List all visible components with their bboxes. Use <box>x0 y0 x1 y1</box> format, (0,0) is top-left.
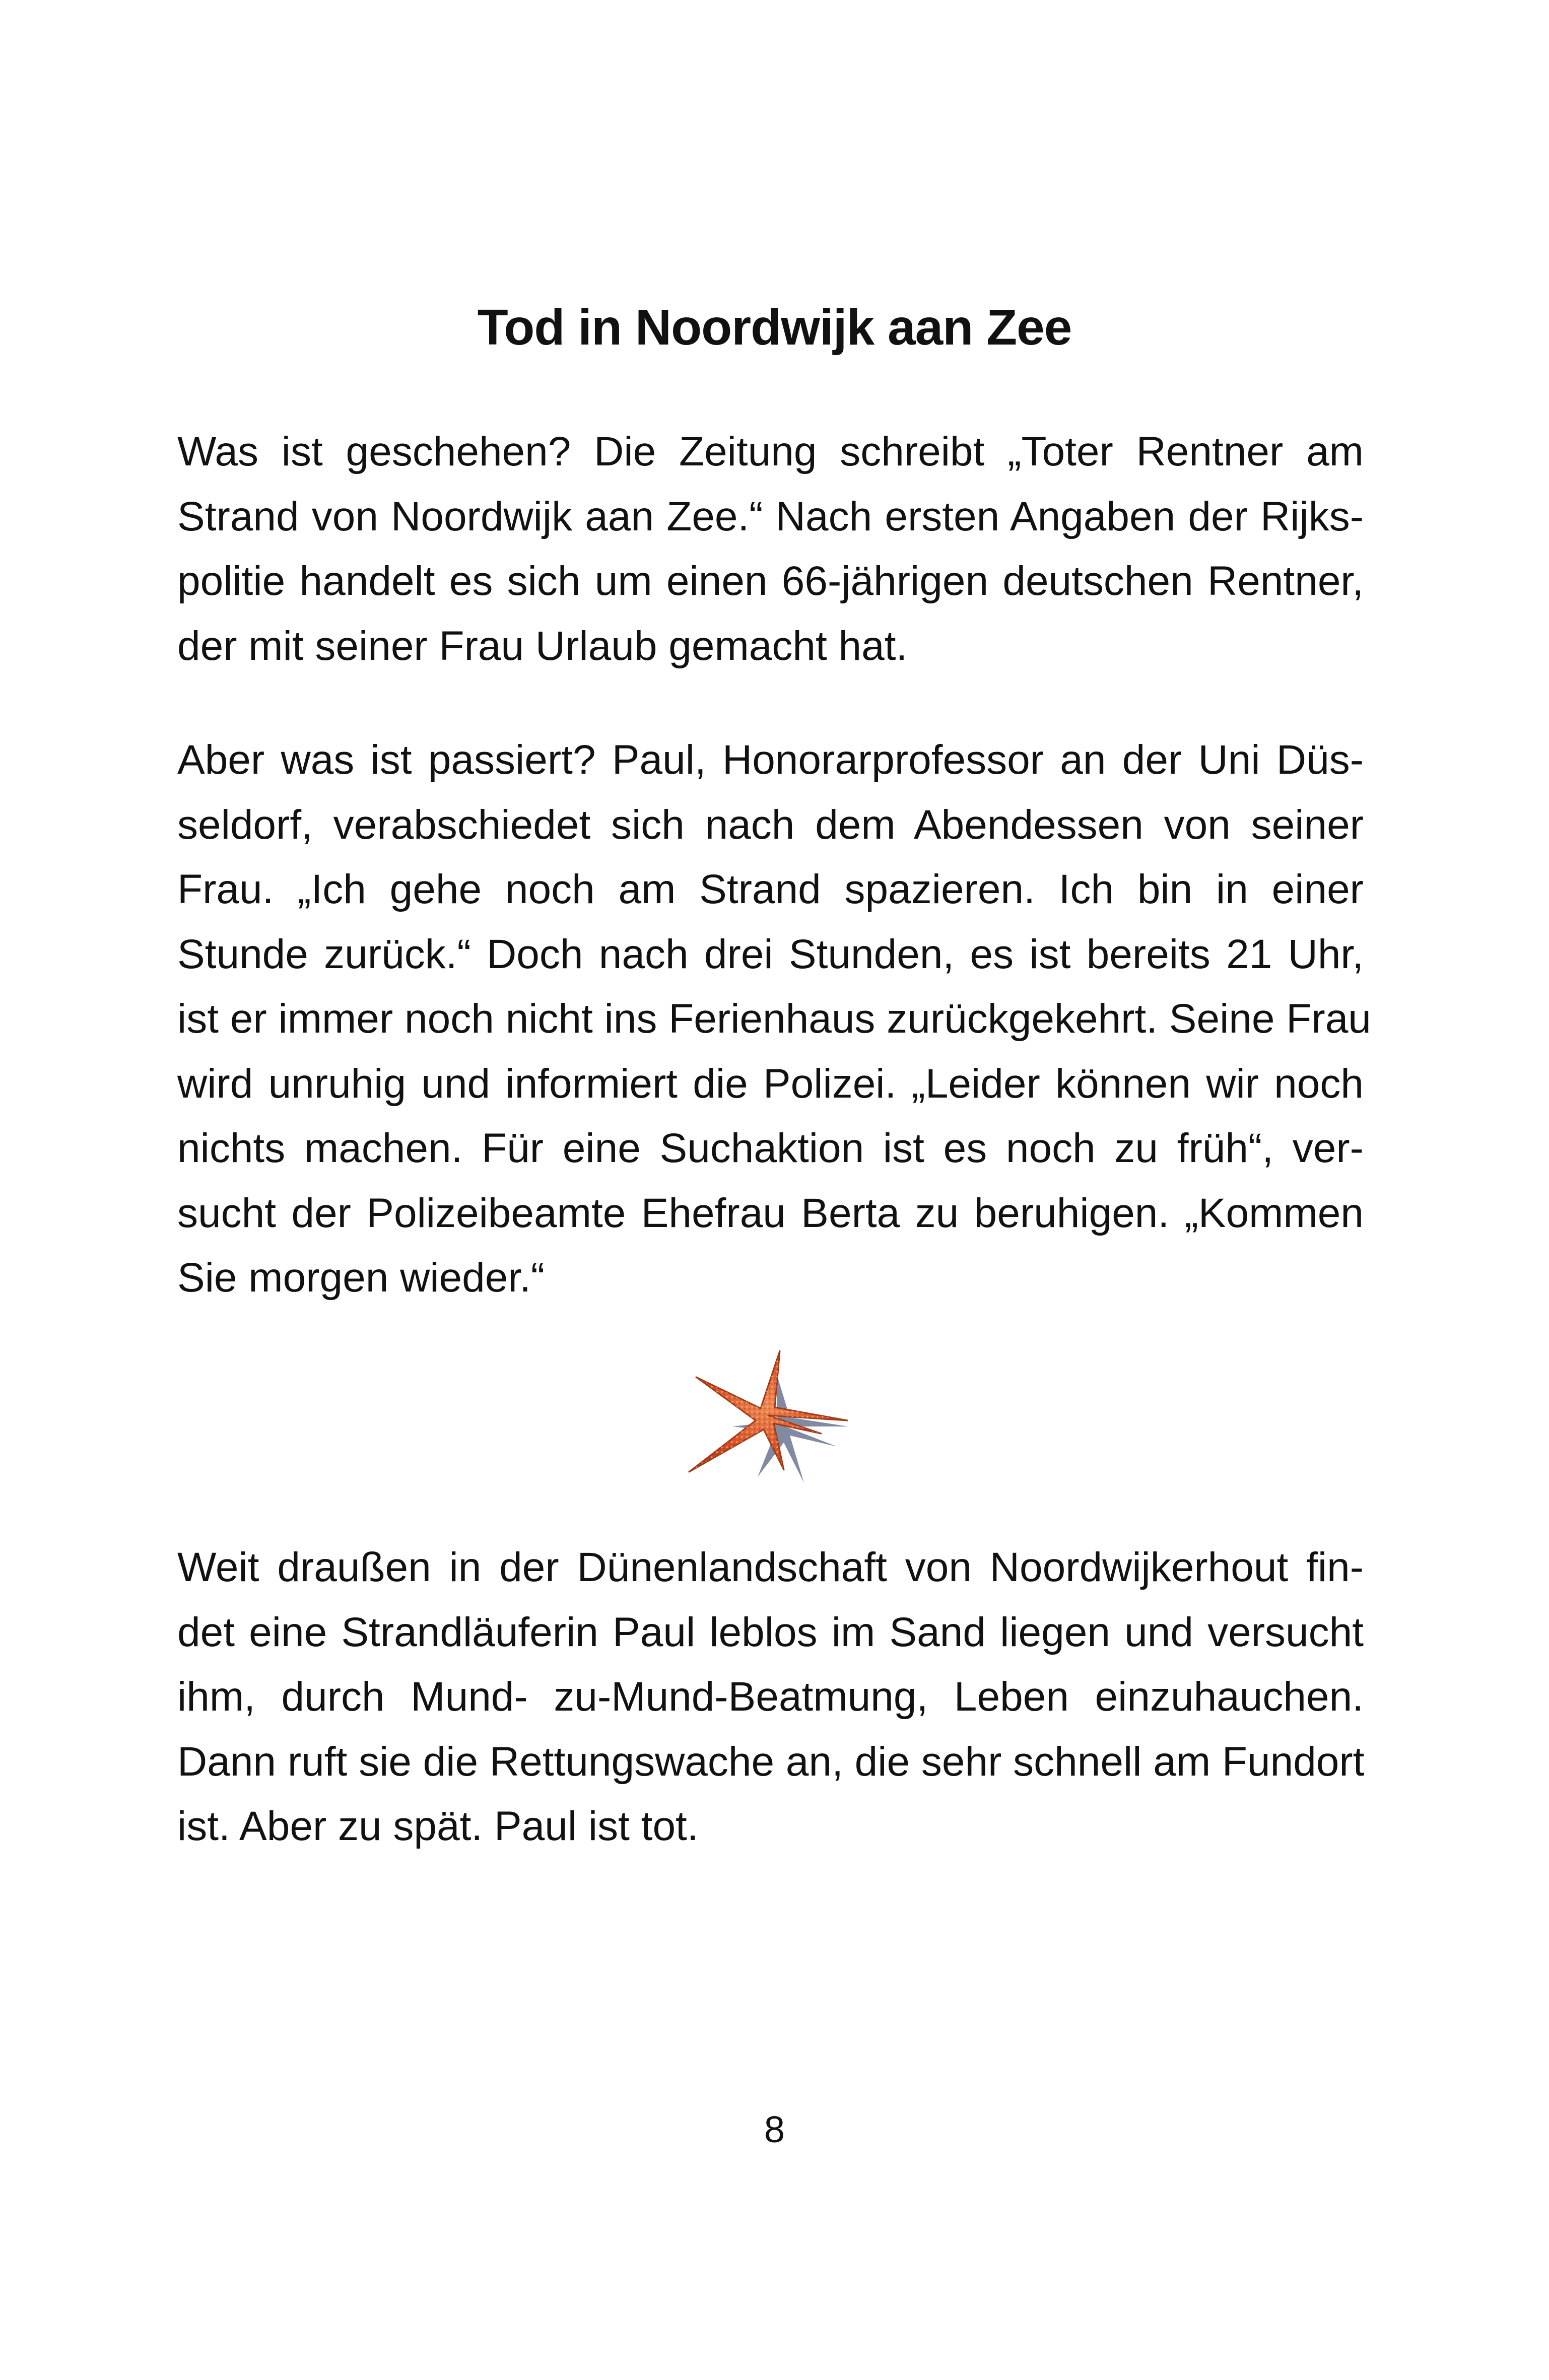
starfish-icon <box>660 1340 882 1491</box>
paragraph-line: wird unruhig und informiert die Polizei. „Leider können wir noch <box>177 1060 1364 1107</box>
paragraph-line: Weit draußen in der Dünenlandschaft von Noordwijkerhout fin- <box>177 1544 1364 1590</box>
paragraph-line: Stunde zurück.“ Doch nach drei Stunden, es ist bereits 21 Uhr, <box>177 931 1364 977</box>
paragraph-line: seldorf, verabschiedet sich nach dem Abendessen von seiner <box>177 801 1364 848</box>
paragraph-line: ihm, durch Mund- zu-Mund-Beatmung, Leben einzuhauchen. <box>177 1674 1364 1720</box>
paragraph-line: sucht der Polizeibeamte Ehefrau Berta zu beruhigen. „Kommen <box>177 1190 1364 1236</box>
paragraph-line: Aber was ist passiert? Paul, Honorarprofessor an der Uni Düs- <box>177 737 1364 783</box>
page-number: 8 <box>764 2109 785 2150</box>
paragraph-line: politie handelt es sich um einen 66-jährigen deutschen Rentner, <box>177 558 1364 604</box>
paragraph-line: ist. Aber zu spät. Paul ist tot. <box>177 1803 699 1849</box>
paragraph-3 <box>177 1535 1364 1859</box>
paragraph-line: nichts machen. Für eine Suchaktion ist es noch zu früh“, ver- <box>177 1125 1364 1171</box>
paragraph-1 <box>177 420 1364 678</box>
paragraph-line: Sie morgen wieder.“ <box>177 1255 545 1301</box>
paragraph-line: der mit seiner Frau Urlaub gemacht hat. <box>177 623 908 669</box>
paragraph-line: Strand von Noordwijk aan Zee.“ Nach ersten Angaben der Rijks- <box>177 493 1364 539</box>
paragraph-line: det eine Strandläuferin Paul leblos im Sand liegen und versucht <box>177 1609 1364 1655</box>
paragraph-2 <box>177 728 1371 1311</box>
page-title: Tod in Noordwijk aan Zee <box>477 299 1072 356</box>
starfish-illustration <box>660 1340 882 1491</box>
paragraph-line: ist er immer noch nicht ins Ferienhaus zurückgekehrt. Seine Frau <box>177 996 1371 1042</box>
paragraph-line: Frau. „Ich gehe noch am Strand spazieren. Ich bin in einer <box>177 866 1364 912</box>
paragraph-line: Was ist geschehen? Die Zeitung schreibt „Toter Rentner am <box>177 429 1364 474</box>
paragraph-line: Dann ruft sie die Rettungswache an, die sehr schnell am Fundort <box>177 1738 1365 1785</box>
